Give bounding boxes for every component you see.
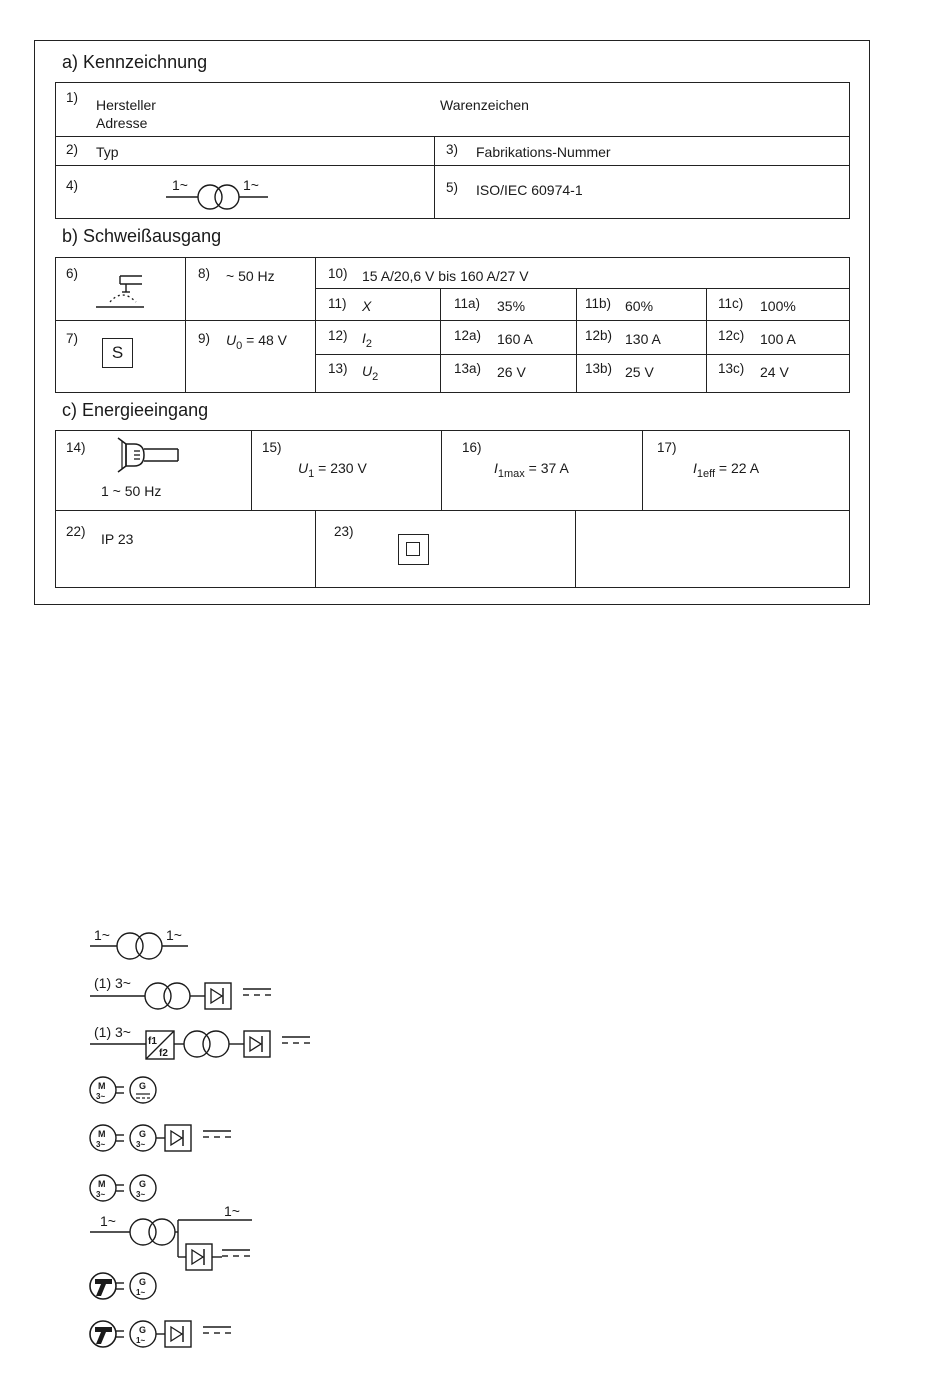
symbol-label: G (139, 1179, 147, 1189)
field-number: 15) (262, 440, 282, 455)
legend-transformer-icon (90, 927, 188, 959)
s-mark-letter: S (111, 343, 124, 362)
current-value: 160 A (497, 331, 533, 347)
symbol-label: 1~ (136, 1336, 146, 1345)
field-number: 4) (66, 178, 79, 193)
symbol-label: M (98, 1179, 106, 1189)
field-number: 8) (198, 266, 211, 281)
symbol-label: M (98, 1081, 106, 1091)
symbol-label: G (139, 1325, 147, 1335)
symbol-label: 1~ (243, 177, 259, 193)
legend-motor-generator-rectifier-icon (90, 1125, 231, 1151)
field-number: 10) (328, 266, 348, 281)
field-number: 11a) (454, 296, 481, 311)
symbol-label: 1~ (94, 927, 110, 943)
manufacturer-label: Hersteller (96, 97, 156, 113)
current-value: 100 A (760, 331, 796, 347)
field-number: 13a) (454, 361, 482, 376)
symbol-label: 3~ (96, 1190, 106, 1199)
field-number: 3) (446, 142, 459, 157)
symbol-label: f2 (159, 1048, 168, 1059)
symbol-label: G (139, 1277, 147, 1287)
type-label: Typ (96, 144, 119, 160)
symbol-label: 3~ (136, 1140, 146, 1149)
field-number: 13) (328, 361, 348, 376)
duty-cycle-value: 60% (625, 298, 654, 314)
section-c-heading: c) Energieeingang (62, 400, 209, 420)
field-number: 7) (66, 331, 79, 346)
symbol-label: 3~ (136, 1190, 146, 1199)
symbol-label: 3~ (96, 1092, 106, 1101)
symbol-label: 1~ (172, 177, 188, 193)
voltage-value: 25 V (625, 364, 654, 380)
symbol-label: 3~ (96, 1140, 106, 1149)
output-frequency: ~ 50 Hz (226, 268, 275, 284)
symbol-label: (1) 3~ (94, 1024, 131, 1040)
voltage-symbol: $U_2$ (362, 363, 379, 383)
duty-cycle-value: 35% (497, 298, 526, 314)
symbol-label: 1~ (224, 1203, 240, 1219)
symbol-label: G (139, 1081, 147, 1091)
field-number: 12) (328, 328, 348, 343)
field-number: 14) (66, 440, 86, 455)
max-supply-current: $I_{1max} = 37$ A (494, 460, 569, 480)
legend-motor-generator-dc-icon (90, 1077, 156, 1103)
duty-cycle-value: 100% (760, 298, 796, 314)
legend-engine-generator-rectifier-icon (90, 1321, 231, 1347)
legend-engine-generator-ac-icon (90, 1273, 156, 1299)
section-a-heading: a) Kennzeichnung (62, 52, 208, 72)
symbol-label: 1~ (136, 1288, 146, 1297)
section-b-heading: b) Schweißausgang (62, 226, 222, 246)
address-label: Adresse (96, 115, 148, 131)
field-number: 5) (446, 180, 459, 195)
field-number: 16) (462, 440, 482, 455)
supply-frequency: 1 ~ 50 Hz (101, 483, 162, 499)
symbol-label: M (98, 1129, 106, 1139)
field-number: 11c) (718, 296, 744, 311)
no-load-voltage: $U_0 = 48$ V (226, 332, 288, 352)
field-number: 6) (66, 266, 79, 281)
symbol-label: G (139, 1129, 147, 1139)
field-number: 12c) (718, 328, 745, 343)
voltage-value: 26 V (497, 364, 526, 380)
symbol-label: (1) 3~ (94, 975, 131, 991)
symbol-label: f1 (148, 1036, 157, 1047)
field-number: 1) (66, 90, 79, 105)
serial-number-label: Fabrikations-Nummer (476, 144, 611, 160)
field-number: 12b) (585, 328, 613, 343)
field-number: 17) (657, 440, 677, 455)
standard-label: ISO/IEC 60974-1 (476, 182, 583, 198)
field-number: 12a) (454, 328, 482, 343)
legend-transformer-rectifier-icon (90, 975, 271, 1009)
current-symbol: $I_2$ (362, 330, 373, 350)
field-number: 11b) (585, 296, 612, 311)
field-number: 23) (334, 524, 354, 539)
welding-range: 15 A/20,6 V bis 160 A/27 V (362, 268, 529, 284)
voltage-value: 24 V (760, 364, 789, 380)
effective-supply-current: $I_{1eff} = 22$ A (693, 460, 760, 480)
rated-supply-voltage: $U_1 = 230$ V (298, 460, 367, 480)
field-number: 22) (66, 524, 86, 539)
field-number: 2) (66, 142, 79, 157)
duty-cycle-symbol: X (362, 298, 372, 314)
trademark-label: Warenzeichen (440, 97, 529, 113)
field-number: 13c) (718, 361, 745, 376)
field-number: 9) (198, 331, 211, 346)
field-number: 11) (328, 296, 347, 311)
symbol-label: 1~ (100, 1213, 116, 1229)
legend-transformer-ac-dc-icon (90, 1203, 252, 1270)
field-number: 13b) (585, 361, 613, 376)
legend-inverter-rectifier-icon (90, 1024, 310, 1059)
legend-motor-generator-ac-icon (90, 1175, 156, 1201)
protection-class: IP 23 (101, 531, 134, 547)
symbol-label: 1~ (166, 927, 182, 943)
current-value: 130 A (625, 331, 661, 347)
